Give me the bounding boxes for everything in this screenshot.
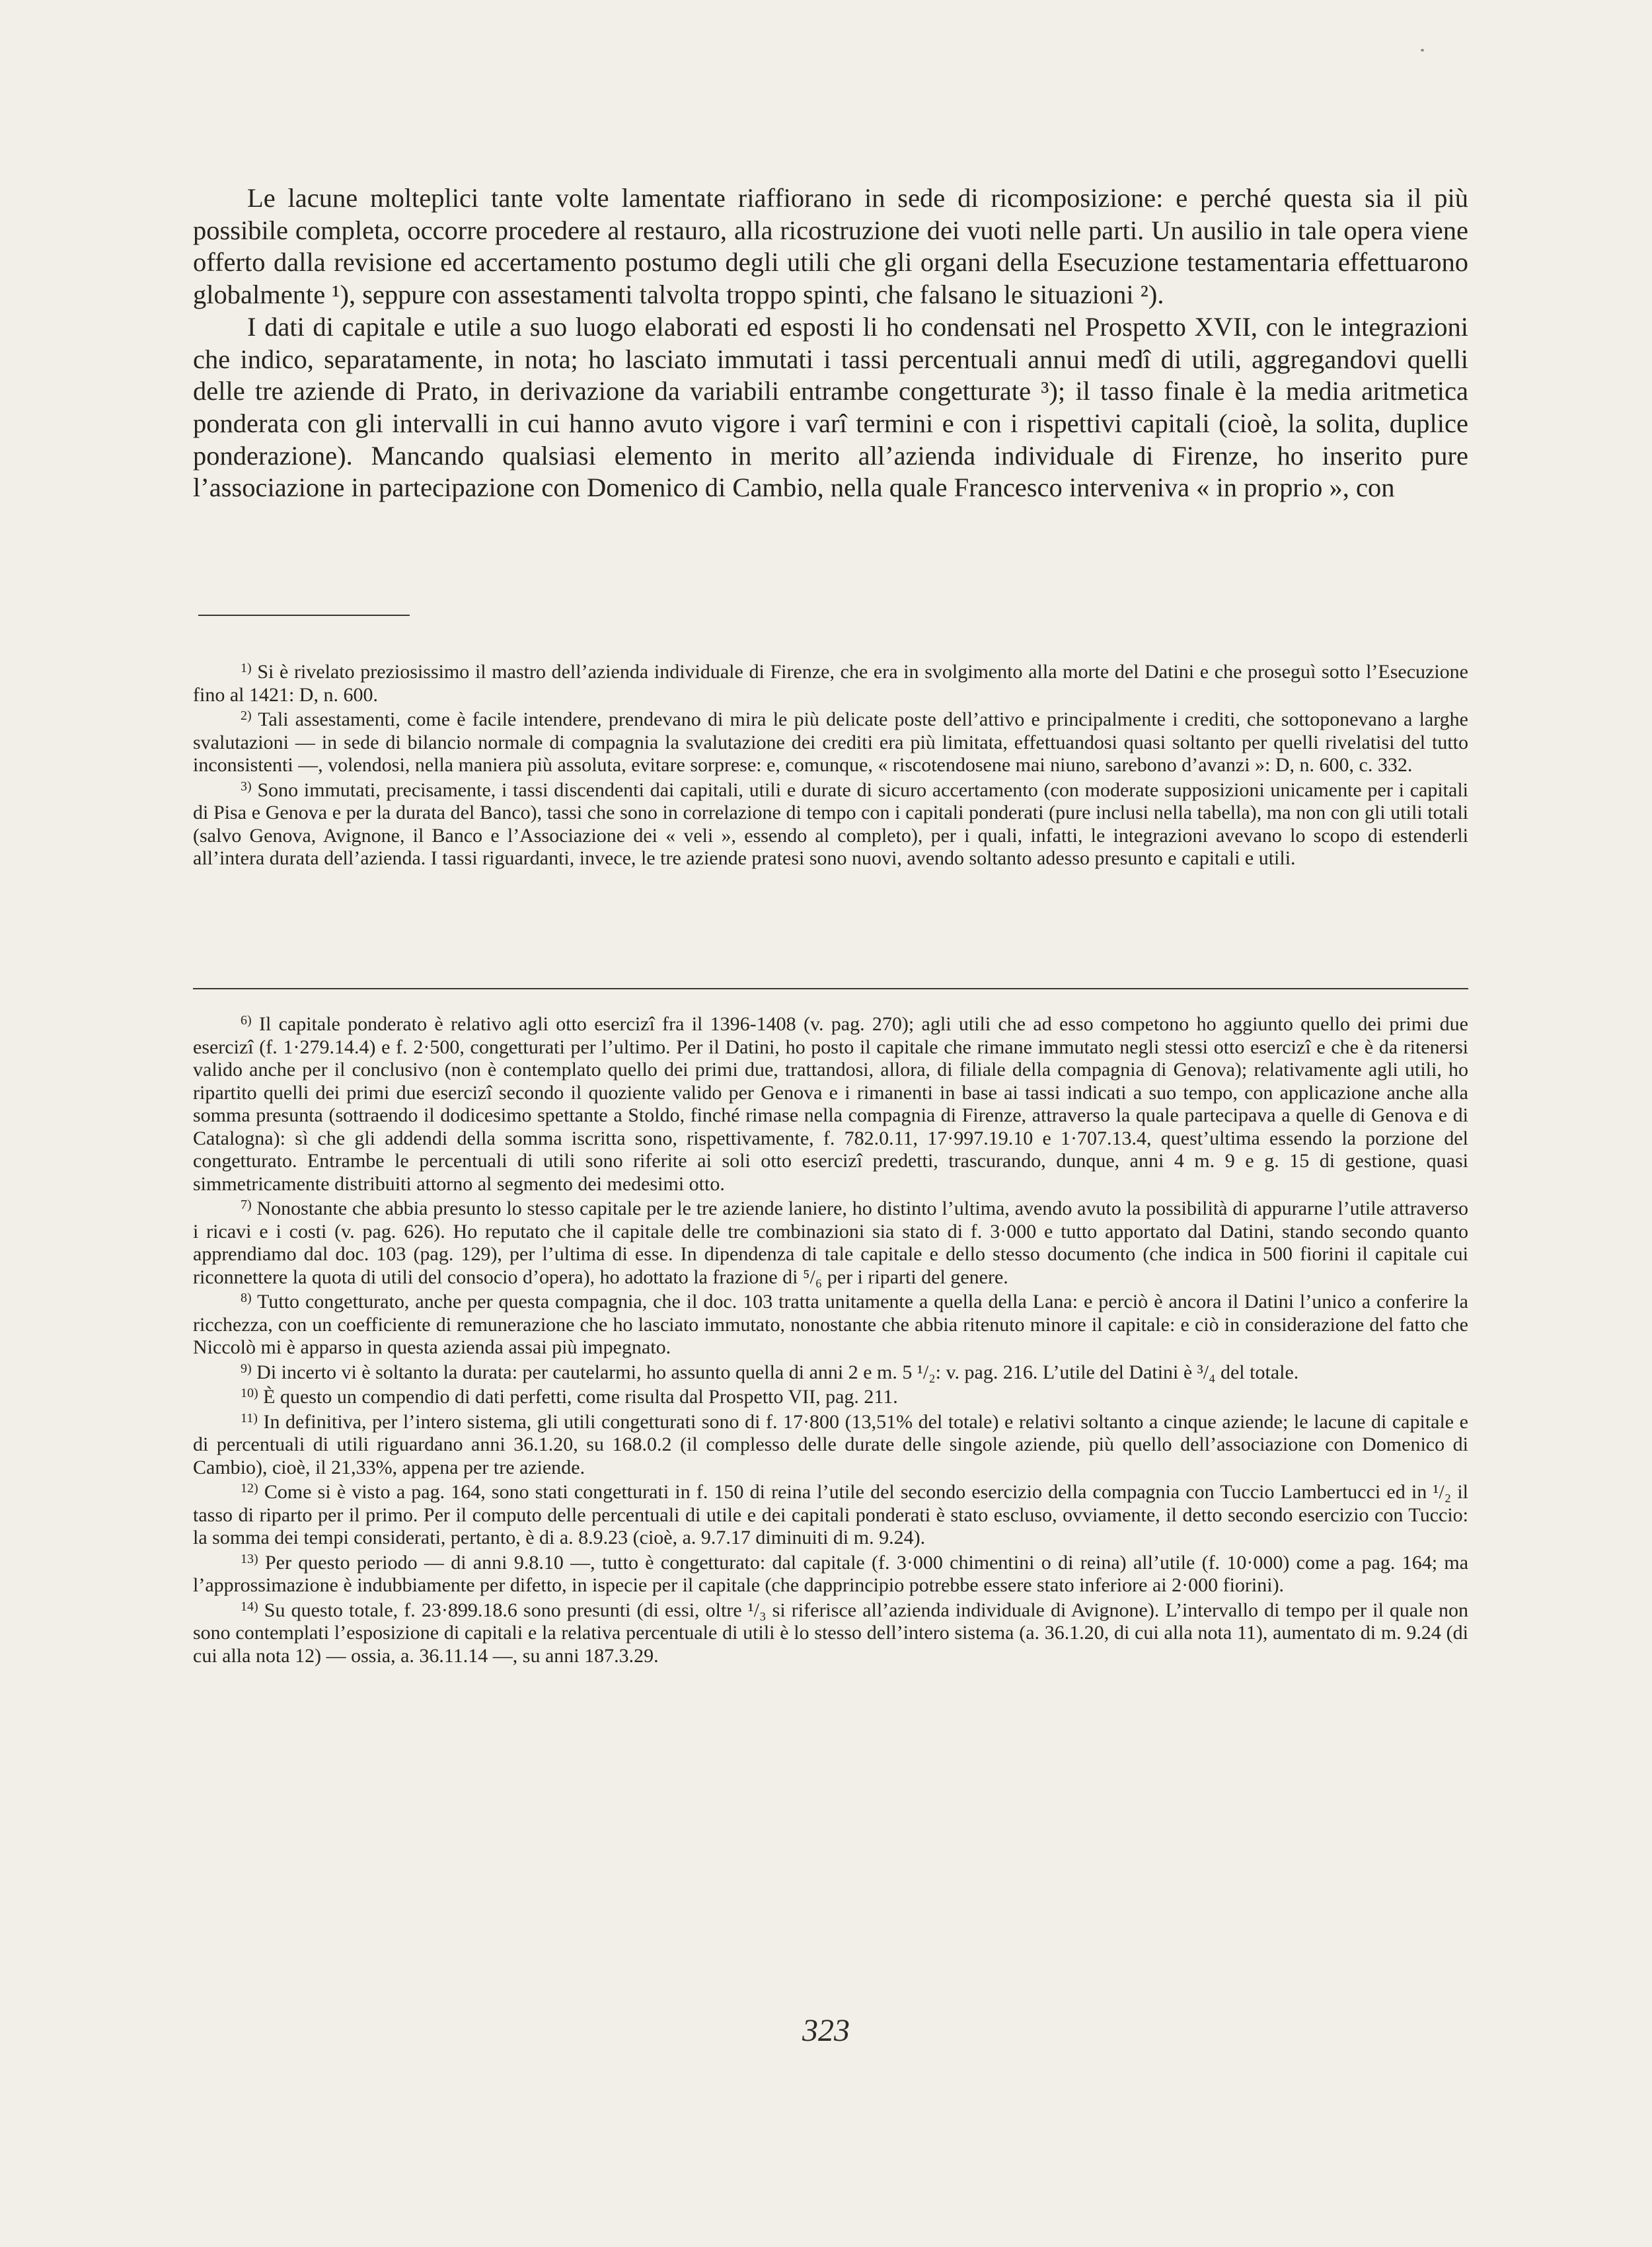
- footnote-text: È questo un compendio di dati perfetti, come risulta dal Prospetto VII, pag. 211.: [263, 1386, 898, 1408]
- paper-speck: [1421, 49, 1424, 52]
- footnote-number: 2): [241, 708, 252, 723]
- paragraph: I dati di capitale e utile a suo luogo elaborati ed esposti li ho condensati nel Prospetto XVII, con le integrazioni che indico, separatamente, in nota; ho lasciato immutati i tassi percentuali annui medî di utili, aggregandovi quelli delle tre aziende di Prato, in derivazione da variabili entrambe congetturate ³); il tasso finale è la media aritmetica ponderata con gli intervalli in cui hanno avuto vigore i varî termini e con i rispettivi capitali (cioè, la solita, duplice ponderazione). Mancando qualsiasi elemento in merito all’azienda individuale di Firenze, ho inserito pure l’associazione in partecipazione con Domenico di Cambio, nella quale Francesco interveniva « in proprio », con: [193, 311, 1468, 503]
- footnote-text: Sono immutati, precisamente, i tassi discendenti dai capitali, utili e durate di sicuro accertamento (con moderate supposizioni unicamente per i capitali di Pisa e Genova e per la durata del Banco), tassi che sono in correlazione di tempo con i capitali ponderati (pure inclusi nella tabella), ma non con gli utili totali (salvo Genova, Avignone, il Banco e l’Associazione dei « veli », essendo al completo), per i quali, infatti, le integrazioni avevano lo scopo di estenderli all’intera durata dell’azienda. I tassi riguardanti, invece, le tre aziende pratesi sono nuovi, avendo soltanto adesso presunto e capitali e utili.: [193, 779, 1468, 869]
- footnote-text: Tali assestamenti, come è facile intendere, prendevano di mira le più delicate poste dell’attivo e principalmente i crediti, che sottoponevano a larghe svalutazioni — in sede di bilancio normale di compagnia la svalutazione dei crediti era più limitata, effettuandosi quasi soltanto per quelli rivelatisi del tutto inconsistenti —, volendosi, nella maniera più assoluta, evitare sorprese: e, comunque, « riscotendosene mai niuno, sarebono d’avanzi »: D, n. 600, c. 332.: [193, 708, 1468, 776]
- footnote-number: 8): [241, 1291, 252, 1305]
- footnote: [193, 1291, 1468, 1359]
- footnote: [193, 1386, 1468, 1409]
- footnote-text: Si è rivelato preziosissimo il mastro dell’azienda individuale di Firenze, che era in svolgimento alla morte del Datini e che proseguì sotto l’Esecuzione fino al 1421: D, n. 600.: [193, 661, 1468, 706]
- footnote: [193, 1552, 1468, 1597]
- footnote-number: 13): [241, 1551, 258, 1566]
- footnote: [193, 1013, 1468, 1196]
- section-divider: [193, 988, 1468, 989]
- footnote-text: Nonostante che abbia presunto lo stesso capitale per le tre aziende laniere, ho distinto l’ultima, avendo avuto la possibilità di appurarne l’utile attraverso i ricavi e i costi (v. pag. 626). Ho reputato che il capitale delle tre combinazioni sia stato di f. 3·000 e tutto apportato dal Datini, stando secondo quanto apprendiamo dal doc. 103 (pag. 129), per l’ultima di esse. In dipendenza di tale capitale e dello stesso documento (che indica in 500 fiorini il capitale cui riconnettere la quota di utili del consocio d’opera), ho adottato la frazione di ⁵/₆ per i riparti del genere.: [193, 1198, 1469, 1288]
- footnote: [193, 661, 1468, 706]
- footnote: [193, 708, 1468, 777]
- footnote-text: Come si è visto a pag. 164, sono stati congetturati in f. 150 di reina l’utile del secondo esercizio della compagnia con Tuccio Lambertucci ed in ¹/₂ il tasso di riparto per il primo. Per il computo delle percentuali di utile e dei capitali ponderati è stato escluso, ovviamente, il detto secondo esercizio con Tuccio: la somma dei tempi considerati, pertanto, è di a. 8.9.23 (cioè, a. 9.7.17 diminuiti di m. 9.24).: [193, 1481, 1469, 1548]
- footnote-number: 7): [241, 1198, 252, 1212]
- footnote-number: 9): [241, 1361, 252, 1376]
- footnote-text: In definitiva, per l’intero sistema, gli utili congetturati sono di f. 17·800 (13,51% del totale) e relativi soltanto a cinque aziende; le lacune di capitale e di percentuali di utili riguardano anni 36.1.20, su 168.0.2 (il complesso delle durate delle singole aziende, più quello dell’associazione con Domenico di Cambio), cioè, il 21,33%, appena per tre aziende.: [193, 1410, 1469, 1478]
- footnotes-top: [193, 661, 1468, 872]
- footnote-text: Tutto congetturato, anche per questa compagnia, che il doc. 103 tratta unitamente a quella della Lana: e perciò è ancora il Datini l’unico a conferire la ricchezza, con un coefficiente di remunerazione che ho lasciato immutato, nonostante che abbia ritenuto minore il capitale: e ciò in considerazione del fatto che Niccolò mi è apparso in questa azienda assai più impegnato.: [193, 1291, 1468, 1358]
- footnote-number: 11): [241, 1410, 258, 1426]
- footnote: [193, 1198, 1468, 1289]
- footnote-text: Per questo periodo — di anni 9.8.10 —, tutto è congetturato: dal capitale (f. 3·000 chimentini o di reina) all’utile (f. 10·000) come a pag. 164; ma l’approssimazione è indubbiamente per difetto, in ispecie per il capitale (che dapprincipio potrebbe essere stato inferiore ai 2·000 fiorini).: [193, 1551, 1469, 1596]
- main-text: [193, 182, 1468, 504]
- footnote-text: Il capitale ponderato è relativo agli otto esercizî fra il 1396-1408 (v. pag. 270); agli utili che ad esso competono ho aggiunto quello dei primi due esercizî (f. 1·279.14.4) e f. 2·500, congetturati per l’ultimo. Per il Datini, ho posto il capitale che rimane immutato negli stessi otto esercizî e che è da ritenersi valido anche per il conclusivo (non è contemplato quello dei primi due, trattandosi, allora, di filiale della compagnia di Genova); relativamente agli utili, ho ripartito quelli dei primi due esercizî secondo il quoziente valido per Genova e i rimanenti in base ai tassi indicati a suo tempo, con applicazione anche alla somma presunta (sottraendo il dodicesimo spettante a Stoldo, finché rimase nella compagnia di Firenze, attraverso la quale partecipava a quelle di Genova e di Catalogna): sì che gli addendi della somma iscritta sono, rispettivamente, f. 782.0.11, 17·997.19.10 e 1·707.13.4, quest’ultima essendo la porzione del congetturato. Entrambe le percentuali di utili sono riferite ai soli otto esercizî predetti, trascurando, dunque, anni 4 m. 9 e g. 15 di gestione, quasi simmetricamente distribuiti attorno al segmento dei medesimi otto.: [193, 1013, 1469, 1195]
- footnotes-bottom: [193, 1013, 1468, 1669]
- footnote-text: Su questo totale, f. 23·899.18.6 sono presunti (di essi, oltre ¹/₃ si riferisce all’azienda individuale di Avignone). L’intervallo di tempo per il quale non sono contemplati l’esposizione di capitali e la relativa percentuale di utili è lo stesso dell’intero sistema (a. 36.1.20, di cui alla nota 11), aumentato di m. 9.24 (di cui alla nota 12) — ossia, a. 36.11.14 —, su anni 187.3.29.: [193, 1599, 1468, 1667]
- footnote-separator: [198, 615, 410, 616]
- footnote-text: Di incerto vi è soltanto la durata: per cautelarmi, ho assunto quella di anni 2 e m. 5 ¹/₂: v. pag. 216. L’utile del Datini è ³/₄ del totale.: [256, 1361, 1299, 1383]
- paragraph: Le lacune molteplici tante volte lamentate riaffiorano in sede di ricomposizione: e perché questa sia il più possibile completa, occorre procedere al restauro, alla ricostruzione dei vuoti nelle parti. Un ausilio in tale opera viene offerto dalla revisione ed accertamento postumo degli utili che gli organi della Esecuzione testamentaria effettuarono globalmente ¹), seppure con assestamenti talvolta troppo spinti, che falsano le situazioni ²).: [193, 183, 1468, 310]
- footnote: [193, 1411, 1468, 1480]
- footnote-number: 3): [241, 779, 252, 794]
- footnote: [193, 1361, 1468, 1385]
- footnote-number: 12): [241, 1481, 258, 1496]
- footnote: [193, 1481, 1468, 1550]
- footnote-number: 14): [241, 1599, 258, 1614]
- footnote: [193, 779, 1468, 870]
- footnote-number: 6): [241, 1013, 252, 1028]
- footnote: [193, 1599, 1468, 1668]
- page-number: 323: [802, 2013, 850, 2048]
- footnote-number: 1): [241, 661, 252, 675]
- footnote-number: 10): [241, 1386, 258, 1400]
